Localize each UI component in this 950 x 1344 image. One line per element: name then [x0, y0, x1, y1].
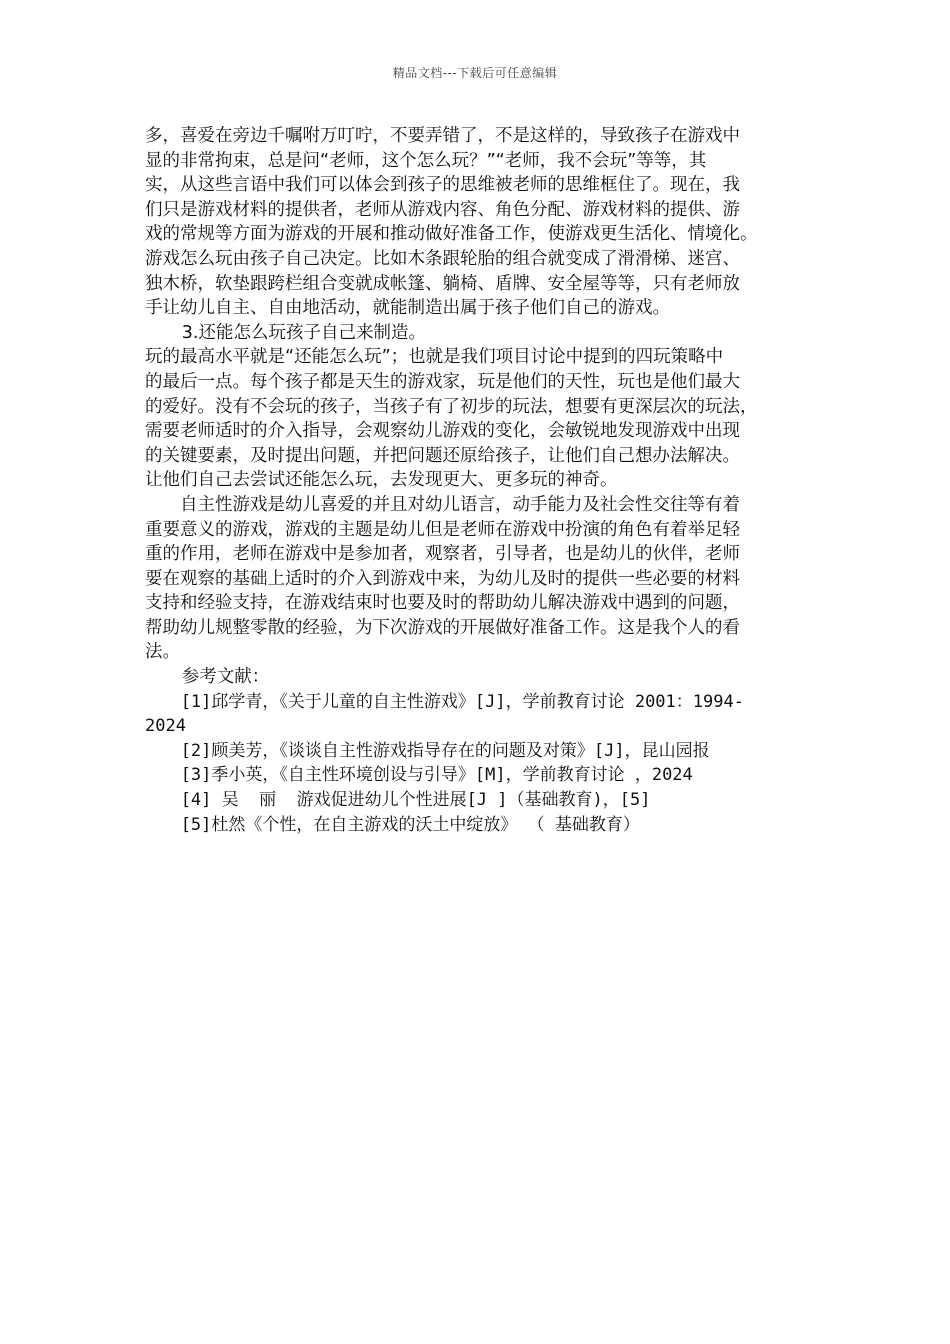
text-line: 戏的常规等方面为游戏的开展和推动做好准备工作，使游戏更生活化、情境化。	[145, 224, 758, 245]
text-line: 法。	[145, 642, 180, 663]
document-body	[145, 124, 820, 837]
paragraph-1	[145, 124, 820, 321]
text-line: 的关键要素，及时提出问题，并把问题还原给孩子，让他们自己想办法解决。	[145, 445, 740, 466]
references-section	[145, 665, 820, 837]
text-line: 们只是游戏材料的提供者，老师从游戏内容、角色分配、游戏材料的提供、游	[145, 199, 740, 220]
section-heading: 3.还能怎么玩孩子自己来制造。	[181, 322, 426, 343]
text-line: 游戏怎么玩由孩子自己决定。比如木条跟轮胎的组合就变成了滑滑梯、迷宫、	[145, 248, 740, 269]
text-line: 显的非常拘束，总是问“老师，这个怎么玩？”“老师，我不会玩”等等，其	[145, 150, 707, 171]
text-line: 手让幼儿自主、自由地活动，就能制造出属于孩子他们自己的游戏。	[145, 298, 670, 319]
text-line: 自主性游戏是幼儿喜爱的并且对幼儿语言，动手能力及社会性交往等有着	[180, 494, 740, 515]
reference-item-continuation: 2024	[145, 716, 186, 737]
text-line: 帮助幼儿规整零散的经验，为下次游戏的开展做好准备工作。这是我个人的看	[145, 617, 740, 638]
text-line: 重要意义的游戏，游戏的主题是幼儿但是老师在游戏中扮演的角色有着举足轻	[145, 519, 740, 540]
paragraph-3	[145, 493, 820, 665]
text-line: 多，喜爱在旁边千嘱咐万叮咛，不要弄错了，不是这样的，导致孩子在游戏中	[145, 126, 740, 146]
text-line: 独木桥，软垫跟跨栏组合变就成帐篷、躺椅、盾牌、安全屋等等，只有老师放	[145, 273, 740, 294]
page-header: 精品文档---下载后可任意编辑	[392, 66, 558, 80]
references-title: 参考文献：	[181, 667, 270, 688]
text-line: 让他们自己去尝试还能怎么玩，去发现更大、更多玩的神奇。	[145, 470, 618, 491]
text-line: 重的作用，老师在游戏中是参加者，观察者，引导者，也是幼儿的伙伴，老师	[145, 544, 740, 565]
text-line: 要在观察的基础上适时的介入到游戏中来，为幼儿及时的提供一些必要的材料	[145, 568, 740, 589]
reference-item: [5]杜然《个性，在自主游戏的沃土中绽放》 （ 基础教育）	[180, 814, 640, 835]
text-line: 玩的最高水平就是“还能怎么玩”；也就是我们项目讨论中提到的四玩策略中	[145, 347, 724, 368]
paragraph-2	[145, 345, 820, 493]
text-line: 支持和经验支持，在游戏结束时也要及时的帮助幼儿解决游戏中遇到的问题，	[145, 593, 740, 614]
text-line: 实，从这些言语中我们可以体会到孩子的思维被老师的思维框住了。现在，我	[145, 175, 740, 196]
reference-item: [3]季小英，《自主性环境创设与引导》[M]，学前教育讨论 ，2024	[180, 765, 693, 786]
text-line: 的爱好。没有不会玩的孩子，当孩子有了初步的玩法，想要有更深层次的玩法，	[145, 396, 758, 417]
reference-item: [4] 吴 丽 游戏促进幼儿个性进展[J ]（基础教育)，[5]	[180, 790, 651, 811]
text-line: 需要老师适时的介入指导，会观察幼儿游戏的变化，会敏锐地发现游戏中出现	[145, 421, 740, 442]
text-line: 的最后一点。每个孩子都是天生的游戏家，玩是他们的天性，玩也是他们最大	[145, 371, 740, 392]
reference-item: [2]顾美芳，《谈谈自主性游戏指导存在的问题及对策》[J]，昆山园报	[180, 740, 710, 761]
reference-item: [1]邱学青，《关于儿童的自主性游戏》[J]，学前教育讨论 2001：1994-	[180, 691, 744, 712]
